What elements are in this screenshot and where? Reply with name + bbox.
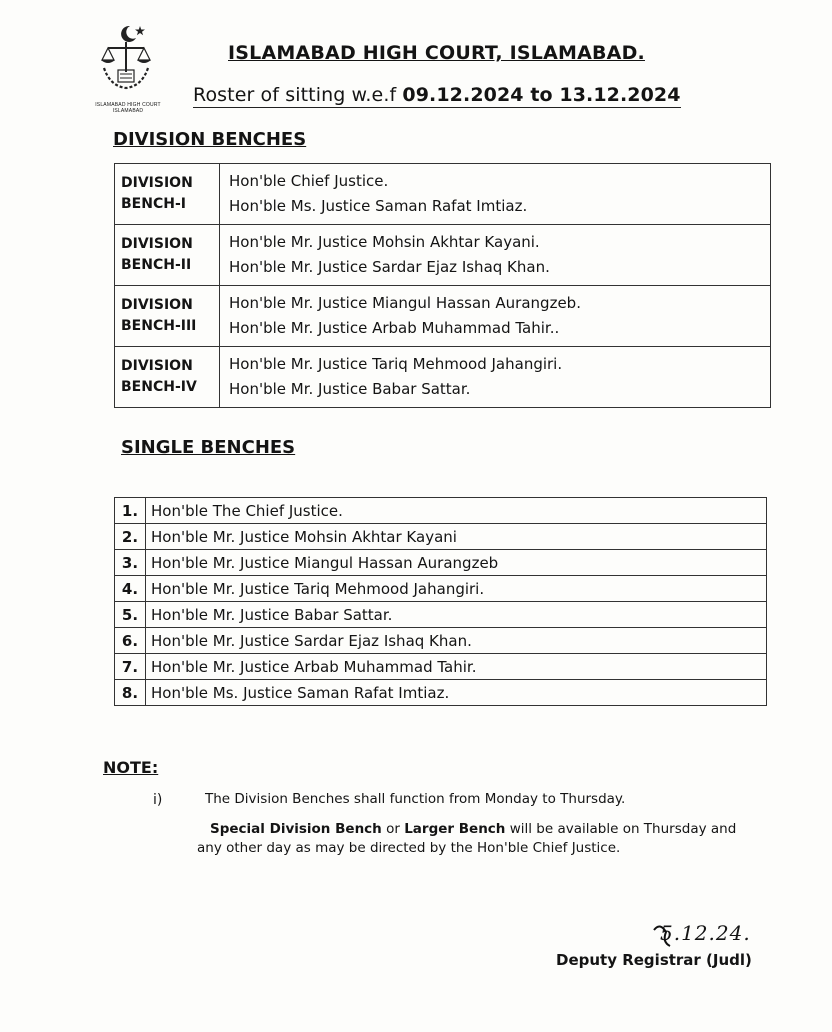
table-row [115, 347, 771, 408]
bench-name: DIVISION BENCH-IV [115, 347, 220, 408]
roster-subtitle [193, 84, 681, 108]
judge-name: Hon'ble Mr. Justice Babar Sattar. [229, 380, 471, 398]
note-bold-term: Special Division Bench [210, 821, 382, 837]
judge-name: Hon'ble Mr. Justice Mohsin Akhtar Kayani [146, 524, 767, 550]
row-number: 3. [115, 550, 146, 576]
single-benches-heading: SINGLE BENCHES [121, 437, 296, 458]
court-logo [80, 20, 172, 114]
table-row [115, 680, 767, 706]
table-row [115, 602, 767, 628]
single-benches-table [114, 497, 767, 706]
note-paragraph: Special Division Bench or Larger Bench will be available on Thursday and any other day as may be directed by the Hon'ble Chief Justice. [197, 821, 737, 856]
table-row [115, 498, 767, 524]
table-row [115, 225, 771, 286]
logo-caption: ISLAMABAD HIGH COURT ISLAMABAD [95, 102, 161, 114]
note-heading: NOTE: [103, 758, 159, 777]
judge-name: Hon'ble Mr. Justice Arbab Muhammad Tahir. [146, 654, 767, 680]
judge-name: Hon'ble Mr. Justice Arbab Muhammad Tahir.. [229, 319, 560, 337]
court-emblem-icon [94, 20, 158, 100]
bench-name: DIVISION BENCH-III [115, 286, 220, 347]
note-bold-term: Larger Bench [404, 821, 506, 837]
roster-dates: 09.12.2024 to 13.12.2024 [402, 84, 681, 106]
judge-name: Hon'ble Mr. Justice Miangul Hassan Aurangzeb. [229, 294, 581, 312]
table-row [115, 576, 767, 602]
table-row [115, 628, 767, 654]
judge-name: Hon'ble Ms. Justice Saman Rafat Imtiaz. [146, 680, 767, 706]
judge-name: Hon'ble Mr. Justice Sardar Ejaz Ishaq Khan. [146, 628, 767, 654]
table-row [115, 550, 767, 576]
bench-judges [220, 164, 771, 225]
judge-name: Hon'ble Mr. Justice Sardar Ejaz Ishaq Khan. [229, 258, 550, 276]
bench-judges [220, 286, 771, 347]
bench-name: DIVISION BENCH-I [115, 164, 220, 225]
judge-name: Hon'ble Mr. Justice Mohsin Akhtar Kayani. [229, 233, 540, 251]
table-row [115, 524, 767, 550]
court-title: ISLAMABAD HIGH COURT, ISLAMABAD. [228, 42, 645, 64]
bench-judges [220, 225, 771, 286]
roster-prefix: Roster of sitting w.e.f [193, 84, 397, 106]
division-benches-table [114, 163, 771, 408]
row-number: 2. [115, 524, 146, 550]
note-item-text: The Division Benches shall function from Monday to Thursday. [205, 791, 626, 807]
judge-name: Hon'ble Mr. Justice Miangul Hassan Aurangzeb [146, 550, 767, 576]
judge-name: Hon'ble The Chief Justice. [146, 498, 767, 524]
bench-name: DIVISION BENCH-II [115, 225, 220, 286]
table-row [115, 286, 771, 347]
deputy-registrar-label: Deputy Registrar (Judl) [556, 951, 752, 969]
row-number: 5. [115, 602, 146, 628]
judge-name: Hon'ble Mr. Justice Babar Sattar. [146, 602, 767, 628]
judge-name: Hon'ble Chief Justice. [229, 172, 389, 190]
table-row [115, 164, 771, 225]
row-number: 4. [115, 576, 146, 602]
judge-name: Hon'ble Mr. Justice Tariq Mehmood Jahangiri. [146, 576, 767, 602]
row-number: 1. [115, 498, 146, 524]
bench-judges [220, 347, 771, 408]
table-row [115, 654, 767, 680]
judge-name: Hon'ble Mr. Justice Tariq Mehmood Jahangiri. [229, 355, 563, 373]
judge-name: Hon'ble Ms. Justice Saman Rafat Imtiaz. [229, 197, 528, 215]
row-number: 8. [115, 680, 146, 706]
division-benches-heading: DIVISION BENCHES [113, 129, 307, 150]
note-item-number: i) [153, 792, 163, 808]
row-number: 6. [115, 628, 146, 654]
handwritten-date: 5.12.24. [660, 921, 751, 945]
row-number: 7. [115, 654, 146, 680]
